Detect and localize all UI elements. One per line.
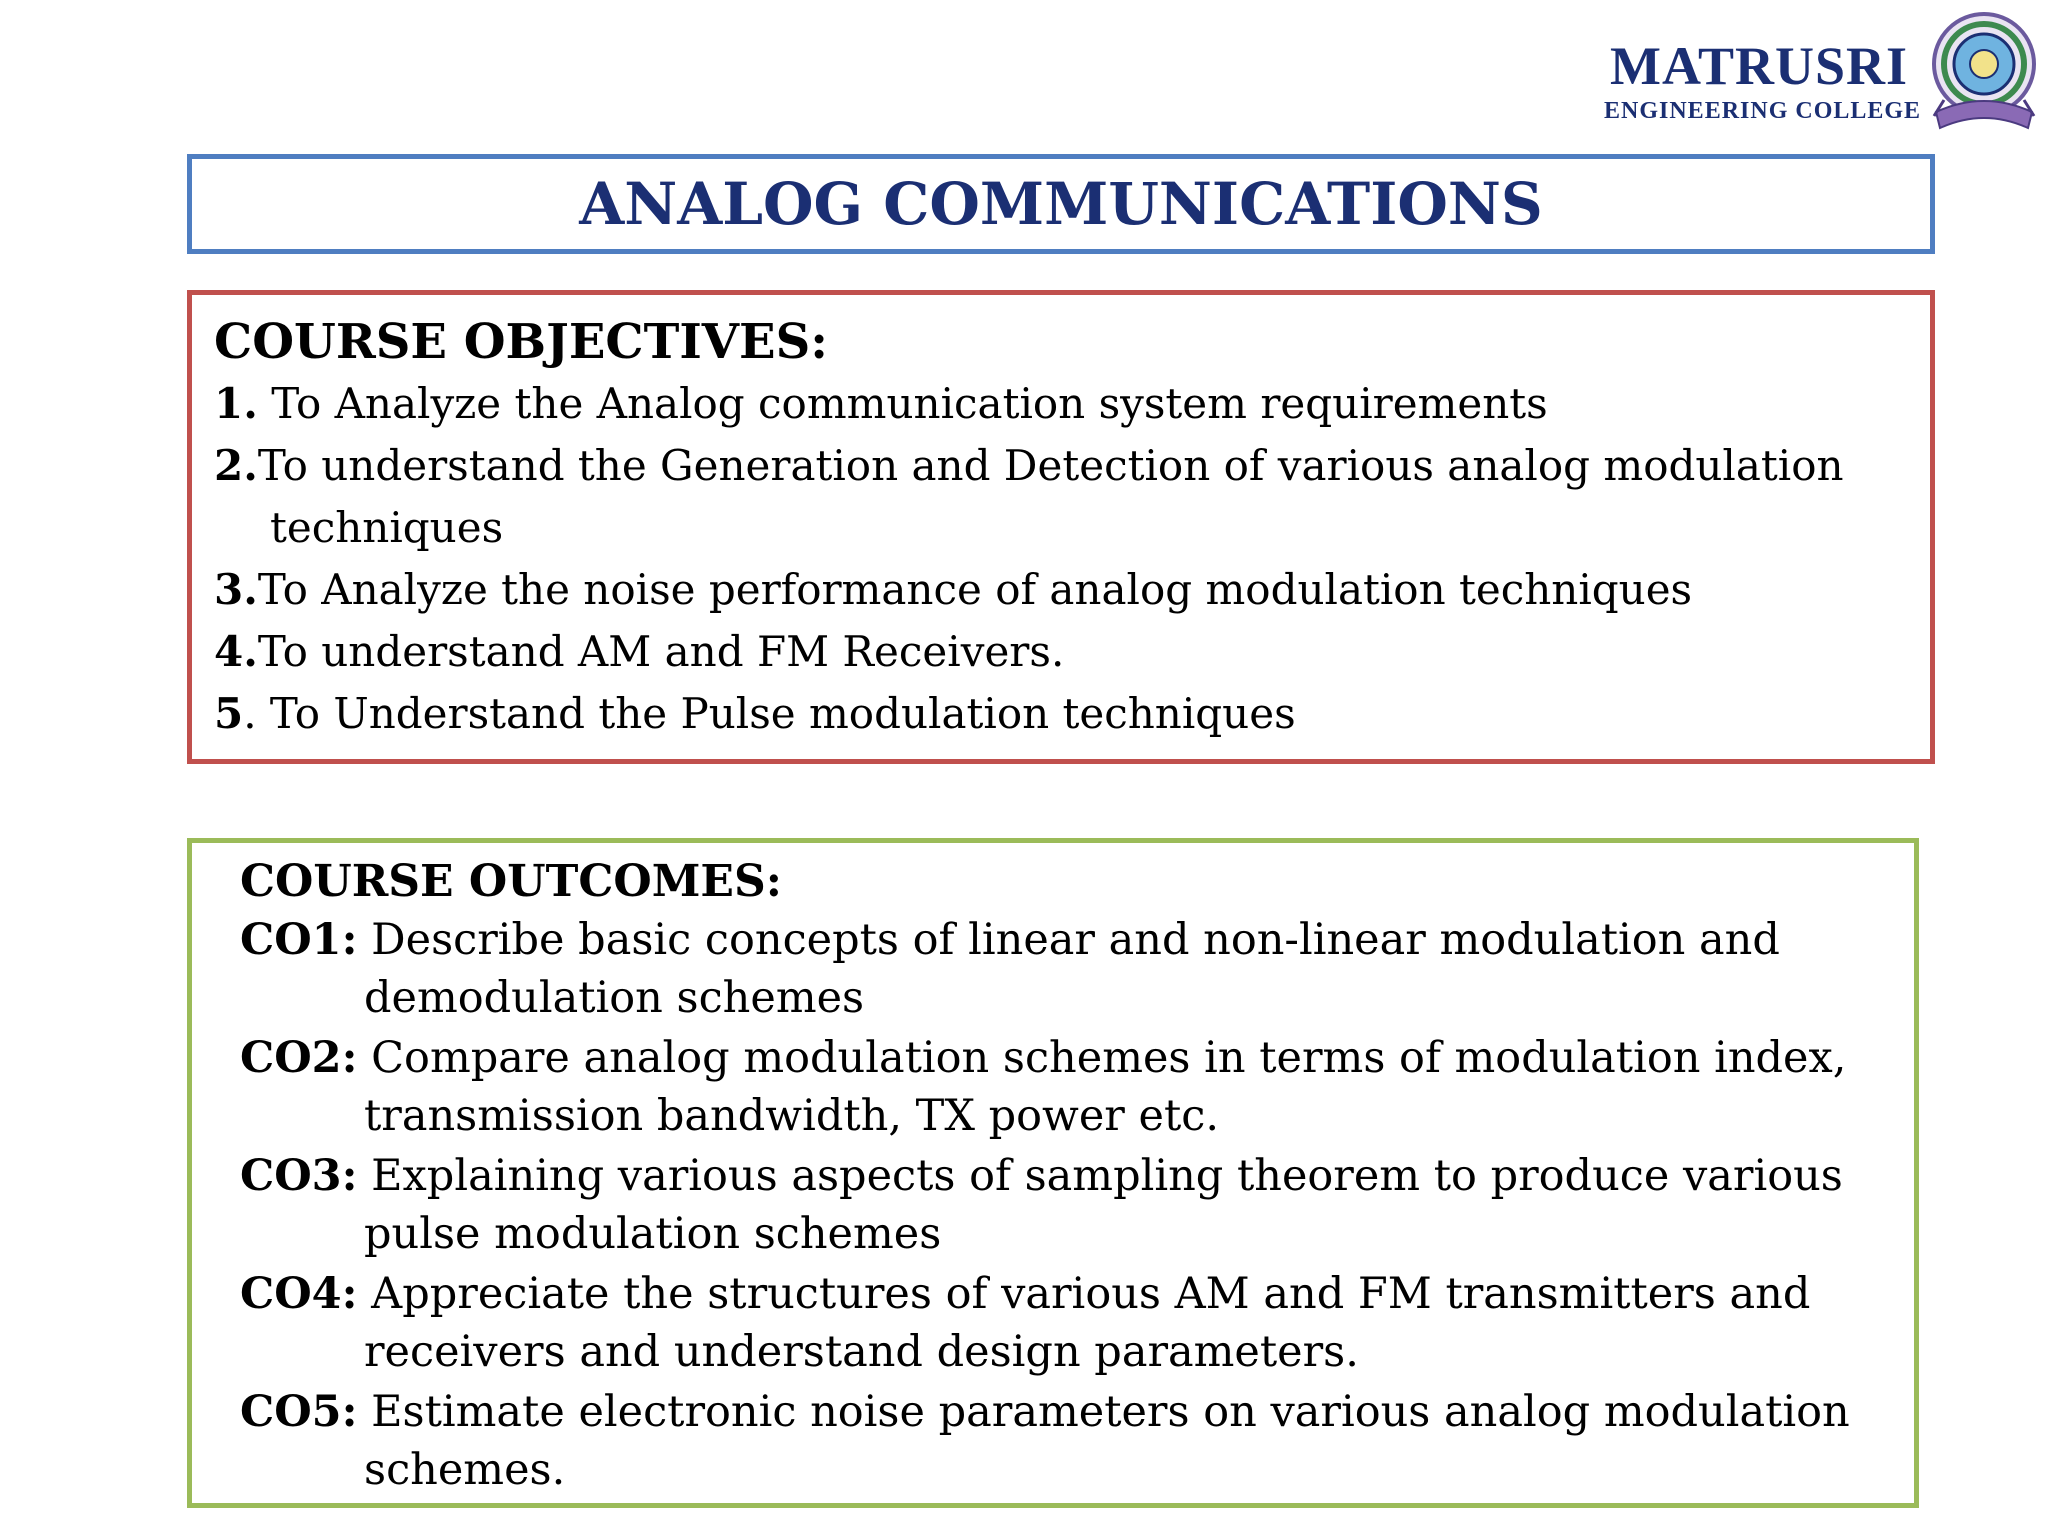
objective-item: [214, 373, 1548, 435]
objective-number: 4.: [214, 627, 258, 676]
outcome-item: [240, 1383, 1850, 1441]
outcome-continuation: receivers and understand design parameters.: [364, 1327, 1359, 1377]
title-box: [187, 154, 1935, 254]
outcome-text: Explaining various aspects of sampling theorem to produce various: [357, 1151, 1843, 1201]
objective-text: To Analyze the Analog communication system requirements: [257, 379, 1548, 428]
outcome-code: CO3:: [240, 1151, 358, 1201]
objective-text: To understand the Generation and Detection of various analog modulation: [257, 441, 1844, 490]
objective-text: To understand AM and FM Receivers.: [257, 627, 1065, 676]
objective-item: [214, 435, 1844, 497]
outcome-continuation: pulse modulation schemes: [364, 1209, 942, 1259]
outcome-item: [240, 1147, 1843, 1205]
objective-item: [214, 621, 1064, 683]
objective-number: 5: [214, 689, 244, 738]
outcome-item: [240, 1029, 1846, 1087]
objective-text: . To Understand the Pulse modulation techniques: [243, 689, 1296, 738]
outcome-continuation: transmission bandwidth, TX power etc.: [364, 1091, 1220, 1141]
objective-number: 2.: [214, 441, 258, 490]
objective-number: 1.: [214, 379, 258, 428]
objectives-heading: COURSE OBJECTIVES:: [214, 314, 828, 370]
outcome-text: Describe basic concepts of linear and non-linear modulation and: [357, 915, 1780, 965]
outcome-code: CO2:: [240, 1033, 358, 1083]
college-logo: [1586, 28, 2046, 150]
outcome-text: Compare analog modulation schemes in terms of modulation index,: [357, 1033, 1847, 1083]
outcome-code: CO1:: [240, 915, 358, 965]
outcome-continuation: schemes.: [364, 1445, 566, 1495]
objective-item: [214, 683, 1296, 745]
outcome-continuation: demodulation schemes: [364, 973, 865, 1023]
logo-subtitle: ENGINEERING COLLEGE: [1604, 98, 1922, 124]
outcomes-heading: COURSE OUTCOMES:: [240, 856, 782, 907]
slide-title: ANALOG COMMUNICATIONS: [579, 170, 1543, 238]
logo-name: MATRUSRI: [1610, 36, 1909, 96]
course-objectives-box: [187, 290, 1935, 764]
objective-item: [214, 559, 1692, 621]
objective-text: To Analyze the noise performance of analog modulation techniques: [257, 565, 1693, 614]
outcome-code: CO5:: [240, 1387, 358, 1437]
objective-continuation: techniques: [270, 503, 504, 552]
college-seal-icon: [1924, 4, 2044, 144]
outcome-text: Estimate electronic noise parameters on various analog modulation: [357, 1387, 1850, 1437]
course-outcomes-box: [187, 838, 1919, 1508]
outcome-text: Appreciate the structures of various AM and FM transmitters and: [357, 1269, 1811, 1319]
outcome-item: [240, 1265, 1810, 1323]
objective-number: 3.: [214, 565, 258, 614]
outcome-item: [240, 911, 1780, 969]
outcome-code: CO4:: [240, 1269, 358, 1319]
